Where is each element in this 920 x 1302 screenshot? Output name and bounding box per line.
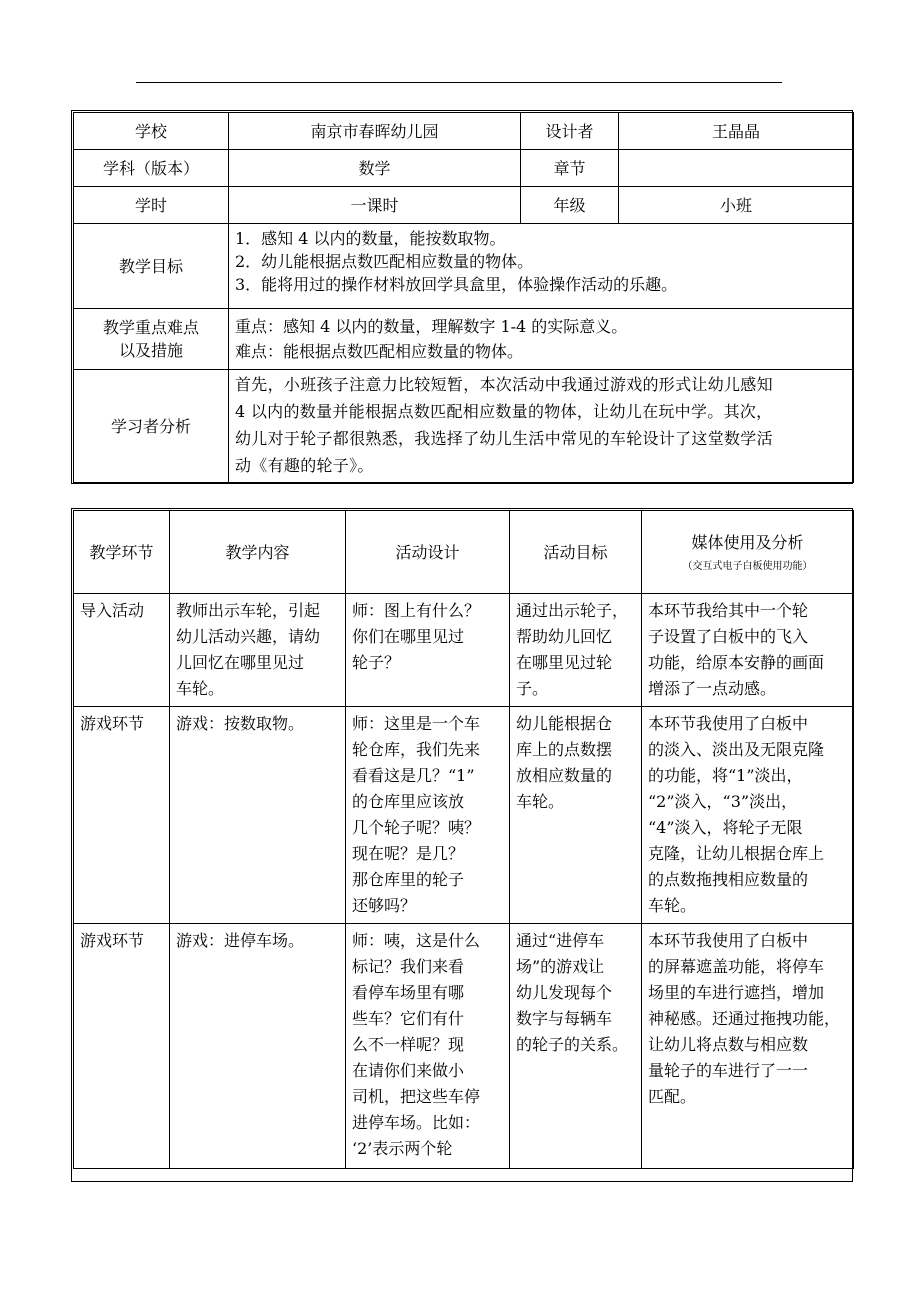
process-table [73, 510, 854, 1169]
learner-line: 首先，小班孩子注意力比较短暂，本次活动中我通过游戏的形式让幼儿感知 [235, 375, 773, 394]
row-goal [510, 707, 642, 924]
row-stage: 游戏环节 [74, 707, 170, 924]
row-goal-line: 的轮子的关系。 [516, 1035, 629, 1054]
subject-label: 学科（版本） [74, 150, 229, 187]
info-table [73, 112, 854, 483]
info-row-hours [74, 187, 854, 224]
row-design-line: 在请你们来做小 [352, 1061, 465, 1080]
row-media-line: 克隆，让幼儿根据仓库上 [648, 844, 825, 863]
grade-label: 年级 [521, 187, 619, 224]
row-design-line: 么不一样呢？现 [352, 1035, 465, 1054]
info-row-subject [74, 150, 854, 187]
row-goal [510, 594, 642, 707]
header-media-title: 媒体使用及分析 [691, 532, 804, 552]
row-content-line: 车轮。 [176, 679, 225, 698]
row-content-line: 幼儿活动兴趣，请幼 [176, 627, 321, 646]
process-row-intro [74, 594, 854, 707]
header-media-subtitle: （交互式电子白板使用功能） [682, 560, 813, 572]
row-media-line: “4”淡入，将轮子无限 [648, 818, 803, 837]
row-content [170, 594, 346, 707]
row-content-line: 游戏：按数取物。 [176, 714, 305, 733]
row-design-line: 看看这是几？“1” [352, 766, 475, 785]
keypoints-cell [229, 309, 854, 370]
designer-label: 设计者 [521, 113, 619, 150]
row-goal-line: 在哪里见过轮 [516, 653, 613, 672]
row-content [170, 707, 346, 924]
keypoint-line: 难点：能根据点数匹配相应数量的物体。 [235, 342, 524, 361]
learner-line: 幼儿对于轮子都很熟悉，我选择了幼儿生活中常见的车轮设计了这堂数学活 [235, 429, 773, 448]
row-design-line: 你们在哪里见过 [352, 627, 465, 646]
row-media-line: 量轮子的车进行了一一 [648, 1061, 809, 1080]
row-design-line: 进停车场。比如： [352, 1113, 481, 1132]
row-design-line: 司机，把这些车停 [352, 1087, 481, 1106]
row-media-line: 让幼儿将点数与相应数 [648, 1035, 809, 1054]
keypoints-label-line: 以及措施 [118, 341, 183, 360]
row-design [346, 707, 510, 924]
row-goal [510, 924, 642, 1169]
header-content: 教学内容 [170, 511, 346, 594]
learner-cell [229, 370, 854, 483]
row-goal-line: 帮助幼儿回忆 [516, 627, 613, 646]
row-media-line: 功能，给原本安静的画面 [648, 653, 825, 672]
row-design-line: 那仓库里的轮子 [352, 870, 465, 889]
row-goal-line: 子。 [516, 679, 549, 698]
info-row-goals [74, 224, 854, 309]
info-row-school [74, 113, 854, 150]
header-stage: 教学环节 [74, 511, 170, 594]
subject-value: 数学 [229, 150, 521, 187]
row-content [170, 924, 346, 1169]
row-media-line: 神秘感。还通过拖拽功能， [648, 1009, 841, 1028]
designer-value: 王晶晶 [619, 113, 854, 150]
row-goal-line: 数字与每辆车 [516, 1009, 613, 1028]
row-design-line: 的仓库里应该放 [352, 792, 465, 811]
row-stage: 游戏环节 [74, 924, 170, 1169]
row-design-line: 轮仓库，我们先来 [352, 740, 481, 759]
row-goal-line: 幼儿发现每个 [516, 983, 613, 1002]
hours-value: 一课时 [229, 187, 521, 224]
row-design-line: 看停车场里有哪 [352, 983, 465, 1002]
keypoints-label [74, 309, 229, 370]
row-media-line: 本环节我给其中一个轮 [648, 601, 809, 620]
row-media-line: 子设置了白板中的飞入 [648, 627, 809, 646]
row-media-line: 的点数拖拽相应数量的 [648, 870, 809, 889]
chapter-label: 章节 [521, 150, 619, 187]
row-goal-line: 放相应数量的 [516, 766, 613, 785]
row-media-line: 的功能，将“1”淡出， [648, 766, 803, 785]
row-design-line: 几个轮子呢？咦？ [352, 818, 481, 837]
row-media [642, 924, 854, 1169]
keypoints-label-line: 教学重点难点 [102, 318, 199, 337]
row-goal-line: 车轮。 [516, 792, 565, 811]
goal-line: 3．能将用过的操作材料放回学具盒里，体验操作活动的乐趣。 [235, 275, 678, 294]
row-content-line: 教师出示车轮，引起 [176, 601, 321, 620]
row-design-line: 还够吗？ [352, 896, 417, 915]
goals-label: 教学目标 [74, 224, 229, 309]
row-goal-line: 通过出示轮子， [516, 601, 629, 620]
row-media-line: 的屏幕遮盖功能，将停车 [648, 957, 825, 976]
row-design-line: 师：图上有什么？ [352, 601, 481, 620]
row-goal-line: 库上的点数摆 [516, 740, 613, 759]
row-media-line: 匹配。 [648, 1087, 697, 1106]
goals-cell [229, 224, 854, 309]
grade-value: 小班 [619, 187, 854, 224]
row-media-line: 本环节我使用了白板中 [648, 931, 809, 950]
row-design-line: ‘2’表示两个轮 [352, 1139, 453, 1158]
row-media-line: 本环节我使用了白板中 [648, 714, 809, 733]
info-row-keypoints [74, 309, 854, 370]
row-goal-line: 幼儿能根据仓 [516, 714, 613, 733]
info-row-learner [74, 370, 854, 483]
row-media [642, 594, 854, 707]
row-design-line: 标记？我们来看 [352, 957, 465, 976]
row-content-line: 儿回忆在哪里见过 [176, 653, 305, 672]
school-value: 南京市春晖幼儿园 [229, 113, 521, 150]
row-media-line: 增添了一点动感。 [648, 679, 777, 698]
row-design-line: 些车？它们有什 [352, 1009, 465, 1028]
hours-label: 学时 [74, 187, 229, 224]
row-design-line: 现在呢？是几？ [352, 844, 465, 863]
process-row-game2 [74, 924, 854, 1169]
goal-line: 2．幼儿能根据点数匹配相应数量的物体。 [235, 252, 534, 271]
row-content-line: 游戏：进停车场。 [176, 931, 305, 950]
row-media-line: “2”淡入，“3”淡出， [648, 792, 798, 811]
goal-line: 1．感知 4 以内的数量，能按数取物。 [235, 229, 506, 248]
learner-line: 动《有趣的轮子》。 [235, 456, 374, 475]
header-design: 活动设计 [346, 511, 510, 594]
row-design [346, 594, 510, 707]
header-goal: 活动目标 [510, 511, 642, 594]
row-design [346, 924, 510, 1169]
row-goal-line: 通过“进停车 [516, 931, 605, 950]
row-goal-line: 场”的游戏让 [516, 957, 605, 976]
row-media-line: 场里的车进行遮挡，增加 [648, 983, 825, 1002]
chapter-value [619, 150, 854, 187]
learner-line: 4 以内的数量并能根据点数匹配相应数量的物体，让幼儿在玩中学。其次， [235, 402, 773, 421]
row-media-line: 车轮。 [648, 896, 697, 915]
keypoint-line: 重点：感知 4 以内的数量，理解数字 1-4 的实际意义。 [235, 317, 628, 336]
row-design-line: 师：咦，这是什么 [352, 931, 481, 950]
header-rule [136, 82, 782, 83]
row-media-line: 的淡入、淡出及无限克隆 [648, 740, 825, 759]
process-row-game1 [74, 707, 854, 924]
row-stage: 导入活动 [74, 594, 170, 707]
process-header-row [74, 511, 854, 594]
learner-label: 学习者分析 [74, 370, 229, 483]
row-design-line: 师：这里是一个车 [352, 714, 481, 733]
header-media [642, 511, 854, 594]
row-media [642, 707, 854, 924]
row-design-line: 轮子？ [352, 653, 401, 672]
school-label: 学校 [74, 113, 229, 150]
